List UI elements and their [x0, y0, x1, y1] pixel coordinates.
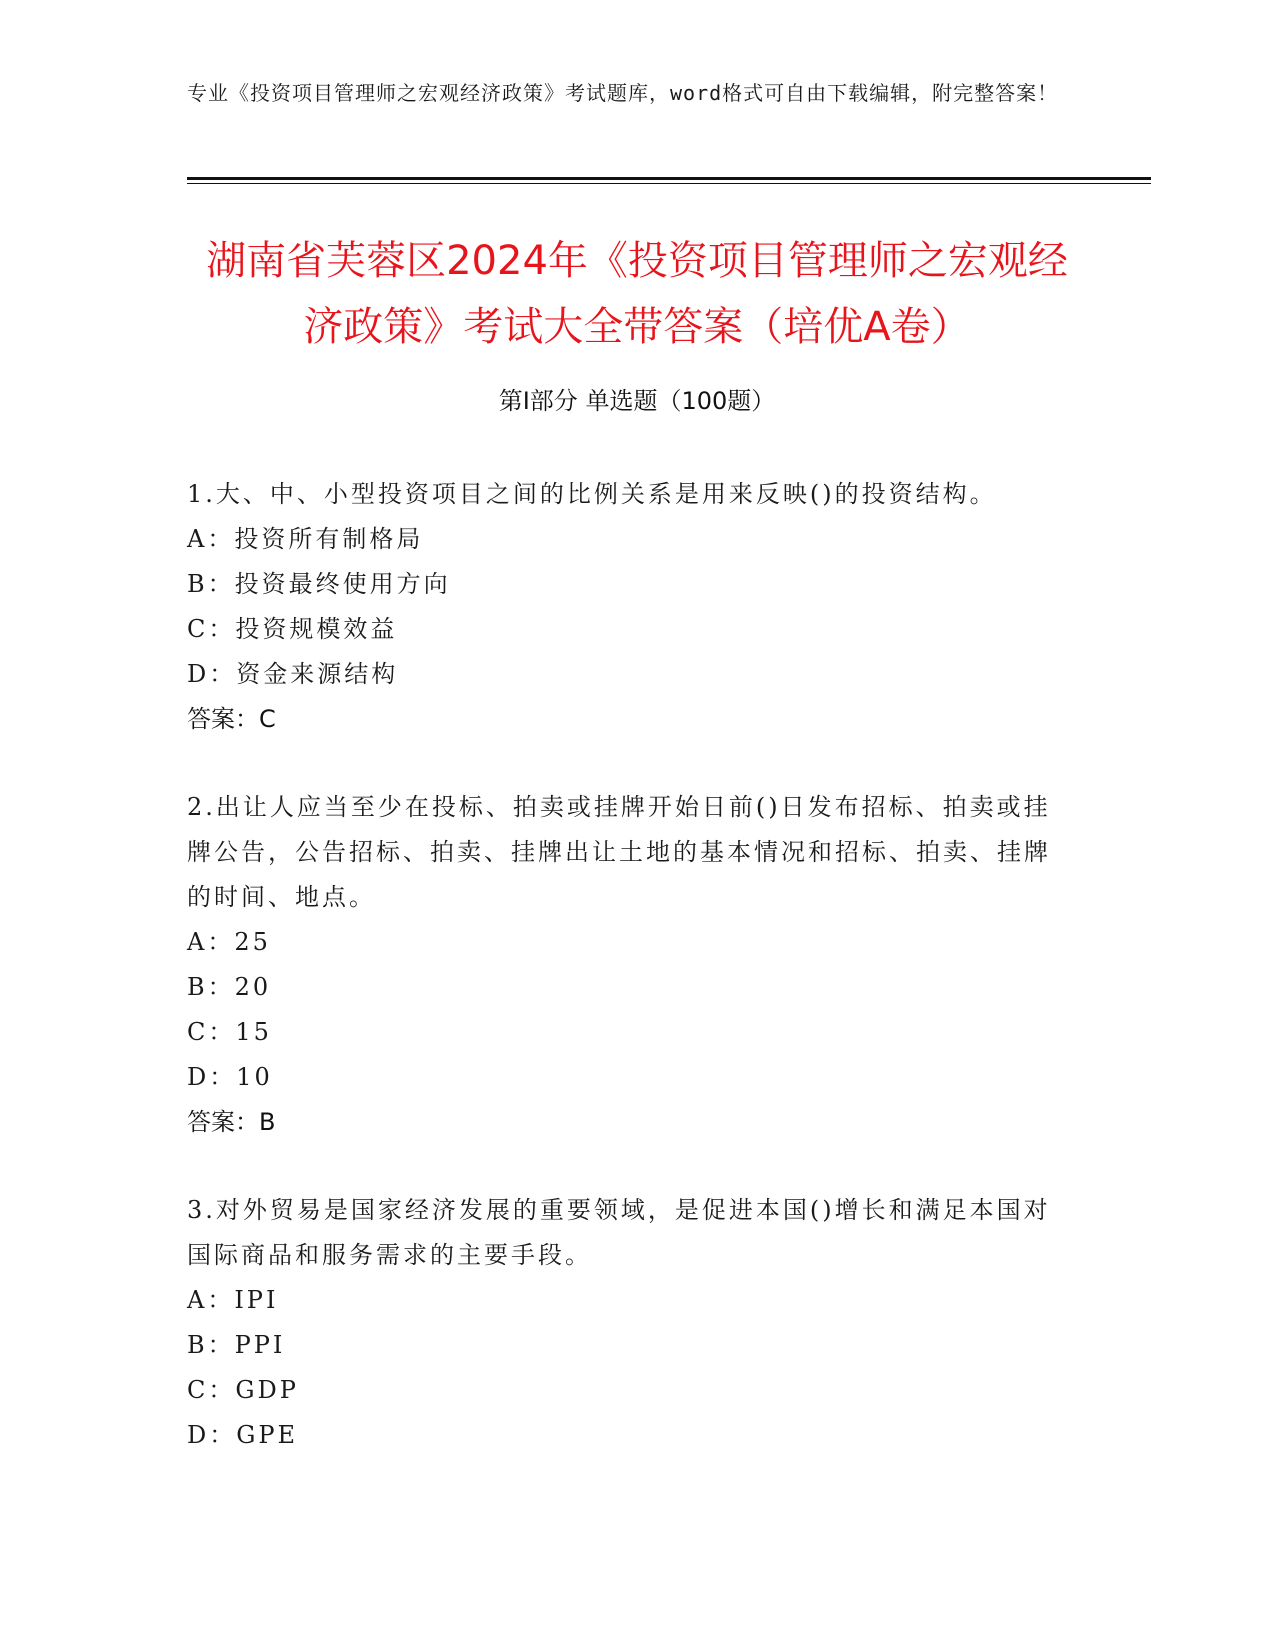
answer-line: 答案：C: [187, 705, 276, 733]
question-2: [187, 785, 1067, 1145]
question-1: [187, 472, 1067, 742]
answer-line: 答案：B: [187, 1108, 276, 1136]
option-d: D：资金来源结构: [187, 660, 399, 688]
option-a: A：IPI: [187, 1286, 279, 1314]
option-d: D：GPE: [187, 1421, 299, 1449]
option-c: C：GDP: [187, 1376, 299, 1404]
option-b: B：20: [187, 973, 272, 1001]
question-stem: 3.对外贸易是国家经济发展的重要领域，是促进本国()增长和满足本国对国际商品和服务需求的主要手段。: [187, 1196, 1051, 1269]
section-heading: 第Ⅰ部分 单选题（100题）: [498, 387, 776, 415]
question-3: [187, 1188, 1067, 1458]
question-stem: 2.出让人应当至少在投标、拍卖或挂牌开始日前()日发布招标、拍卖或挂牌公告，公告招标、拍卖、挂牌出让土地的基本情况和招标、拍卖、挂牌的时间、地点。: [187, 793, 1051, 911]
header-note: 专业《投资项目管理师之宏观经济政策》考试题库，word格式可自由下载编辑，附完整答案！: [187, 81, 1059, 105]
question-stem: 1.大、中、小型投资项目之间的比例关系是用来反映()的投资结构。: [187, 480, 997, 508]
option-c: C：15: [187, 1018, 272, 1046]
option-a: A：投资所有制格局: [187, 525, 424, 553]
header-divider-thin: [187, 183, 1151, 184]
option-b: B：投资最终使用方向: [187, 570, 451, 598]
option-d: D：10: [187, 1063, 273, 1091]
document-title: 湖南省芙蓉区2024年《投资项目管理师之宏观经济政策》考试大全带答案（培优A卷）: [206, 238, 1068, 350]
option-c: C：投资规模效益: [187, 615, 398, 643]
header-divider-thick: [187, 177, 1151, 180]
option-b: B：PPI: [187, 1331, 286, 1359]
option-a: A：25: [187, 928, 271, 956]
